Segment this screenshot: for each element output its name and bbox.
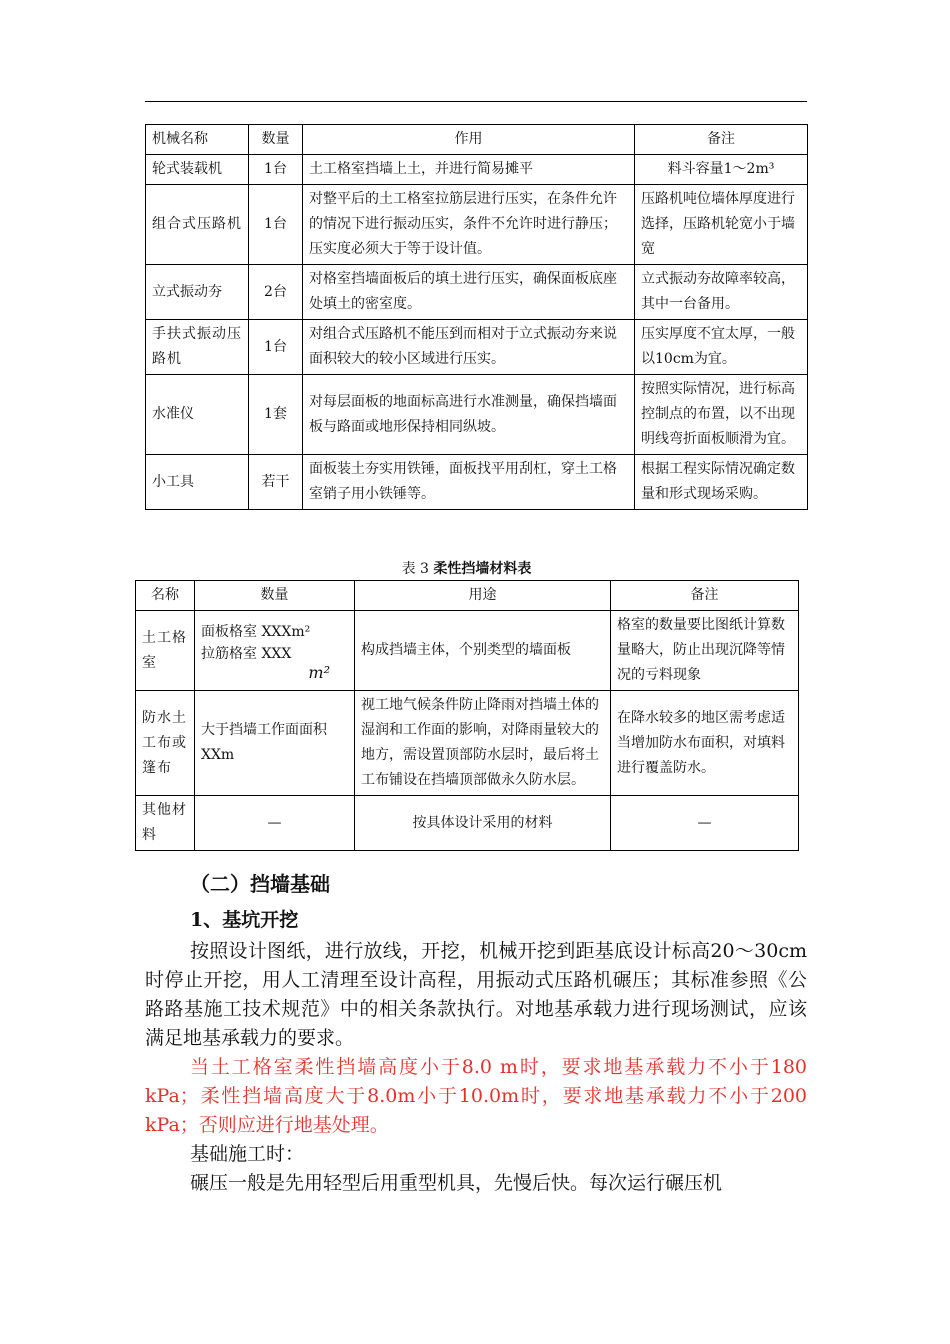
qty-line2: 拉筋格室 XXX — [201, 645, 292, 662]
header-cell: 数量 — [195, 581, 355, 611]
caption-title: 柔性挡墙材料表 — [433, 561, 532, 577]
material-note: 格室的数量要比图纸计算数量略大，防止出现沉降等情况的亏料现象 — [611, 611, 799, 691]
machine-use: 对组合式压路机不能压到而相对于立式振动夯来说面积较大的较小区域进行压实。 — [303, 320, 635, 375]
table-row — [146, 185, 808, 265]
machine-use: 对每层面板的地面标高进行水准测量，确保挡墙面板与路面或地形保持相同纵坡。 — [303, 375, 635, 455]
machine-name: 轮式装载机 — [146, 155, 249, 185]
machine-name: 小工具 — [146, 455, 249, 510]
machine-qty: 1套 — [249, 375, 303, 455]
header-cell: 用途 — [355, 581, 611, 611]
material-qty — [195, 611, 355, 691]
machinery-table — [145, 124, 808, 510]
subsection-heading: 1、基坑开挖 — [190, 909, 299, 931]
machine-note: 根据工程实际情况确定数量和形式现场采购。 — [635, 455, 808, 510]
material-qty: 大于挡墙工作面面积XXm — [195, 691, 355, 796]
table-caption — [135, 558, 798, 578]
machine-use: 对整平后的土工格室拉筋层进行压实，在条件允许的情况下进行振动压实，条件不允许时进行静压；压实度必须大于等于设计值。 — [303, 185, 635, 265]
machine-note: 压实厚度不宜太厚，一般以10cm为宜。 — [635, 320, 808, 375]
table-row — [146, 455, 808, 510]
machine-use: 面板装土夯实用铁锤，面板找平用刮杠，穿土工格室销子用小铁锤等。 — [303, 455, 635, 510]
machine-qty: 1台 — [249, 185, 303, 265]
header-cell: 名称 — [136, 581, 195, 611]
table-header-row — [146, 125, 808, 155]
qty-line1: 面板格室 XXXm² — [201, 623, 311, 640]
section-heading: （二）挡墙基础 — [190, 872, 330, 896]
machine-note: 立式振动夯故障率较高，其中一台备用。 — [635, 265, 808, 320]
header-cell: 作用 — [303, 125, 635, 155]
machine-note: 压路机吨位墙体厚度进行选择，压路机轮宽小于墙宽 — [635, 185, 808, 265]
paragraph-excavation: 按照设计图纸，进行放线，开挖，机械开挖到距基底设计标高20～30cm时停止开挖，用人工清理至设计高程，用振动式压路机碾压；其标准参照《公路路基施工技术规范》中的相关条款执行。对地基承载力进行现场测试，应该满足地基承载力的要求。 — [145, 940, 807, 1049]
paragraph-compaction: 碾压一般是先用轻型后用重型机具，先慢后快。每次运行碾压机 — [190, 1172, 723, 1194]
table-row — [136, 796, 799, 851]
machine-qty: 2台 — [249, 265, 303, 320]
header-cell: 备注 — [635, 125, 808, 155]
machine-use: 对格室挡墙面板后的填土进行压实，确保面板底座处填土的密室度。 — [303, 265, 635, 320]
material-name: 防水土工布或篷布 — [136, 691, 195, 796]
machine-name: 组合式压路机 — [146, 185, 249, 265]
table-row — [146, 265, 808, 320]
machine-name: 水准仪 — [146, 375, 249, 455]
table-row — [136, 611, 799, 691]
material-use: 按具体设计采用的材料 — [355, 796, 611, 851]
table-row — [146, 375, 808, 455]
header-rule — [145, 101, 807, 102]
table-row — [146, 320, 808, 375]
paragraph-foundation-intro: 基础施工时： — [190, 1143, 305, 1165]
header-cell: 数量 — [249, 125, 303, 155]
machine-qty: 若干 — [249, 455, 303, 510]
table-header-row — [136, 581, 799, 611]
machine-qty: 1台 — [249, 320, 303, 375]
qty-unit: m² — [308, 662, 330, 682]
material-use: 视工地气候条件防止降雨对挡墙土体的湿润和工作面的影响，对降雨量较大的地方，需设置顶部防水层时，最后将土工布铺设在挡墙顶部做永久防水层。 — [355, 691, 611, 796]
material-note: — — [611, 796, 799, 851]
material-qty: — — [195, 796, 355, 851]
table-row — [136, 691, 799, 796]
paragraph-bearing-capacity: 当土工格室柔性挡墙高度小于8.0 m时，要求地基承载力不小于180 kPa；柔性挡墙高度大于8.0m小于10.0m时，要求地基承载力不小于200 kPa；否则应进行地基处理。 — [145, 1056, 807, 1136]
header-cell: 机械名称 — [146, 125, 249, 155]
material-note: 在降水较多的地区需考虑适当增加防水布面积，对填料进行覆盖防水。 — [611, 691, 799, 796]
table-row — [146, 155, 808, 185]
machine-note: 料斗容量1～2m³ — [635, 155, 808, 185]
machine-qty: 1台 — [249, 155, 303, 185]
material-name: 其他材料 — [136, 796, 195, 851]
machine-note: 按照实际情况，进行标高控制点的布置，以不出现明线弯折面板顺滑为宜。 — [635, 375, 808, 455]
machine-use: 土工格室挡墙上土，并进行简易摊平 — [303, 155, 635, 185]
machine-name: 手扶式振动压路机 — [146, 320, 249, 375]
machine-name: 立式振动夯 — [146, 265, 249, 320]
caption-prefix: 表 3 — [401, 561, 429, 577]
header-cell: 备注 — [611, 581, 799, 611]
material-use: 构成挡墙主体，个别类型的墙面板 — [355, 611, 611, 691]
materials-table — [135, 580, 799, 851]
material-name: 土工格室 — [136, 611, 195, 691]
